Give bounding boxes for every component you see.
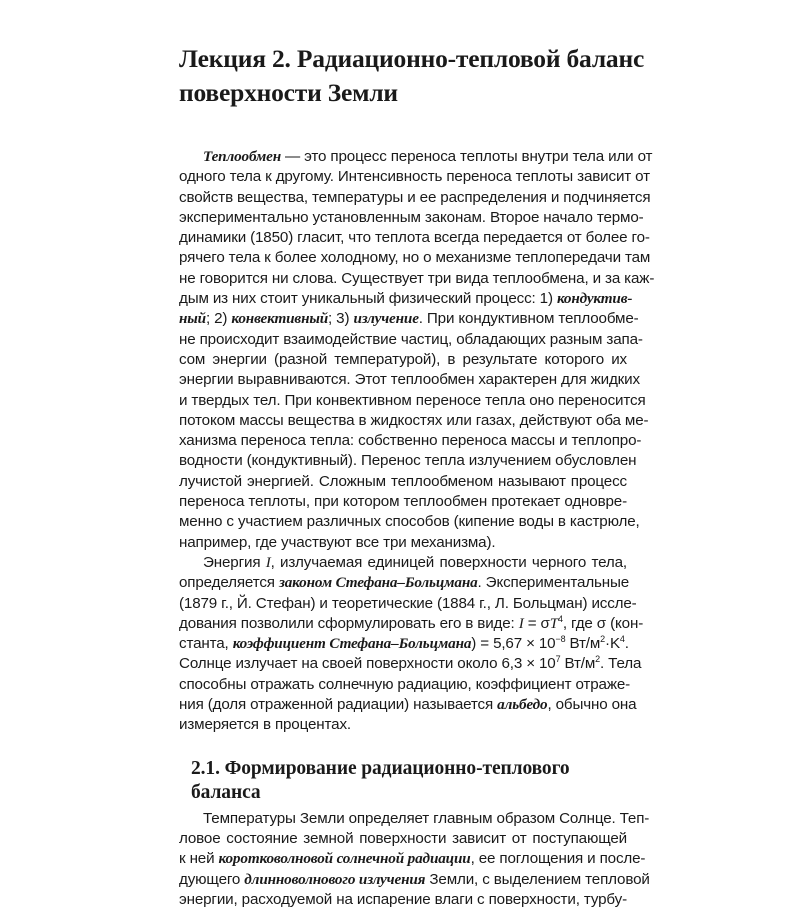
lecture-title (179, 40, 645, 110)
text-line: измеряется в процентах. (179, 716, 351, 734)
energy-symbol: I (265, 553, 271, 571)
term-conductive-end: ный (179, 310, 206, 328)
text-line: Температуры Земли определяет главным образом Солнце. Теп- (203, 809, 650, 827)
text-line: ный; 2) конвективный; 3) излучение. При кондуктивном теплообме- (179, 310, 639, 328)
text-line: лучистой энергией. Сложным теплообменом называют процесс (179, 472, 627, 490)
formula-exponent: 4 (558, 613, 563, 624)
term-albedo: альбедо (497, 696, 548, 714)
text-line: станта, коэффициент Стефана–Больцмана) = $5,67 \times 10^{-8}$ $Вт/м^2\cdot K^4$. (179, 634, 629, 653)
text-line: энергии, расходуемой на испарение влаги с поверхности, турбу- (179, 890, 627, 908)
term-convective: конвективный (231, 310, 329, 328)
term-teploobmen: Теплообмен (203, 148, 281, 165)
text-line: водности (кондуктивный). Перенос тепла излучением обусловлен (179, 452, 637, 470)
paragraph-earth-temperature (179, 809, 650, 910)
term-conductive: кондуктив- (556, 290, 633, 308)
text-line: не говорится ни слова. Существует три вида теплообмена, и за каж- (179, 269, 655, 287)
text-line: менно с участием различных способов (кипение воды в кастрюле, (179, 513, 640, 531)
paragraph-stefan-boltzmann (179, 553, 644, 736)
text-line: и твердых тел. При конвективном переносе тепла оно переносится (179, 391, 646, 409)
formula-T: T (549, 614, 559, 632)
text-line: одного тела к другому. Интенсивность переноса теплоты зависит от (179, 168, 650, 186)
text-line: дым из них стоит уникальный физический процесс: 1) кондуктив- (179, 290, 633, 308)
section-title: 2.1. Формирование радиационно-теплового баланса (191, 757, 570, 803)
title-line: поверхности Земли (179, 78, 398, 107)
text-line: свойств вещества, температуры и ее распределения и подчиняется (179, 188, 651, 206)
text-line: не происходит взаимодействие частиц, обладающих разным запа- (179, 330, 643, 348)
document-page (179, 40, 655, 910)
formula-I: I (518, 614, 524, 632)
text-line: сом энергии (разной температурой), в результате которого их (179, 350, 627, 368)
paragraph-heat-exchange (179, 147, 655, 553)
text-line: ния (доля отраженной радиации) называется альбедо, обычно она (179, 696, 637, 714)
text-line: Солнце излучает на своей поверхности около $6,3 \times 10^7$ $Вт/м^2$. Тела (179, 654, 642, 673)
text-line: потоком массы вещества в жидкостях или газах, действуют оба ме- (179, 411, 649, 429)
term-radiation: излучение (353, 310, 419, 328)
text-line: дующего длинноволнового излучения Земли, с выделением тепловой (179, 870, 650, 888)
text-line: ханизма переноса тепла: собственно переноса массы и теплопро- (179, 432, 642, 450)
text-line: способны отражать солнечную радиацию, коэффициент отраже- (179, 675, 631, 693)
text-line: рячего тела к более холодному, но о механизме теплопередачи там (179, 249, 651, 267)
text-line: ловое состояние земной поверхности зависит от поступающей (179, 829, 627, 847)
text-line: энергии выравниваются. Этот теплообмен характерен для жидких (179, 371, 640, 389)
text-line: экспериментально установленным законам. Второе начало термо- (179, 208, 644, 226)
text-line: Энергия I, излучаемая единицей поверхности черного тела, (203, 553, 627, 571)
text-line: определяется законом Стефана–Больцмана. Экспериментальные (179, 574, 630, 592)
term-longwave-emission: длинноволнового излучения (244, 870, 426, 888)
text-line: например, где участвуют все три механизма). (179, 533, 496, 551)
title-line: Лекция 2. Радиационно-тепловой баланс (179, 44, 645, 73)
term-stefan-boltzmann-coefficient: коэффициент Стефана–Больцмана (232, 635, 472, 653)
text-line: (1879 г., Й. Стефан) и теоретические (1884 г., Л. Больцман) иссле- (179, 594, 637, 612)
text-line: Теплообмен — это процесс переноса теплоты внутри тела или от (203, 148, 653, 165)
text-line: переноса теплоты, при котором теплообмен протекает одновре- (179, 493, 627, 511)
term-shortwave-radiation: коротковолновой солнечной радиации (218, 850, 471, 868)
text-line: динамики (1850) гласит, что теплота всегда передается от более го- (179, 229, 650, 247)
text-line: к ней коротковолновой солнечной радиации, ее поглощения и после- (179, 850, 646, 868)
text-line: дования позволили сформулировать его в виде: $I = \sigma T^4$, где σ (кон- (179, 613, 644, 632)
term-stefan-boltzmann-law: законом Стефана–Больцмана (278, 574, 478, 592)
